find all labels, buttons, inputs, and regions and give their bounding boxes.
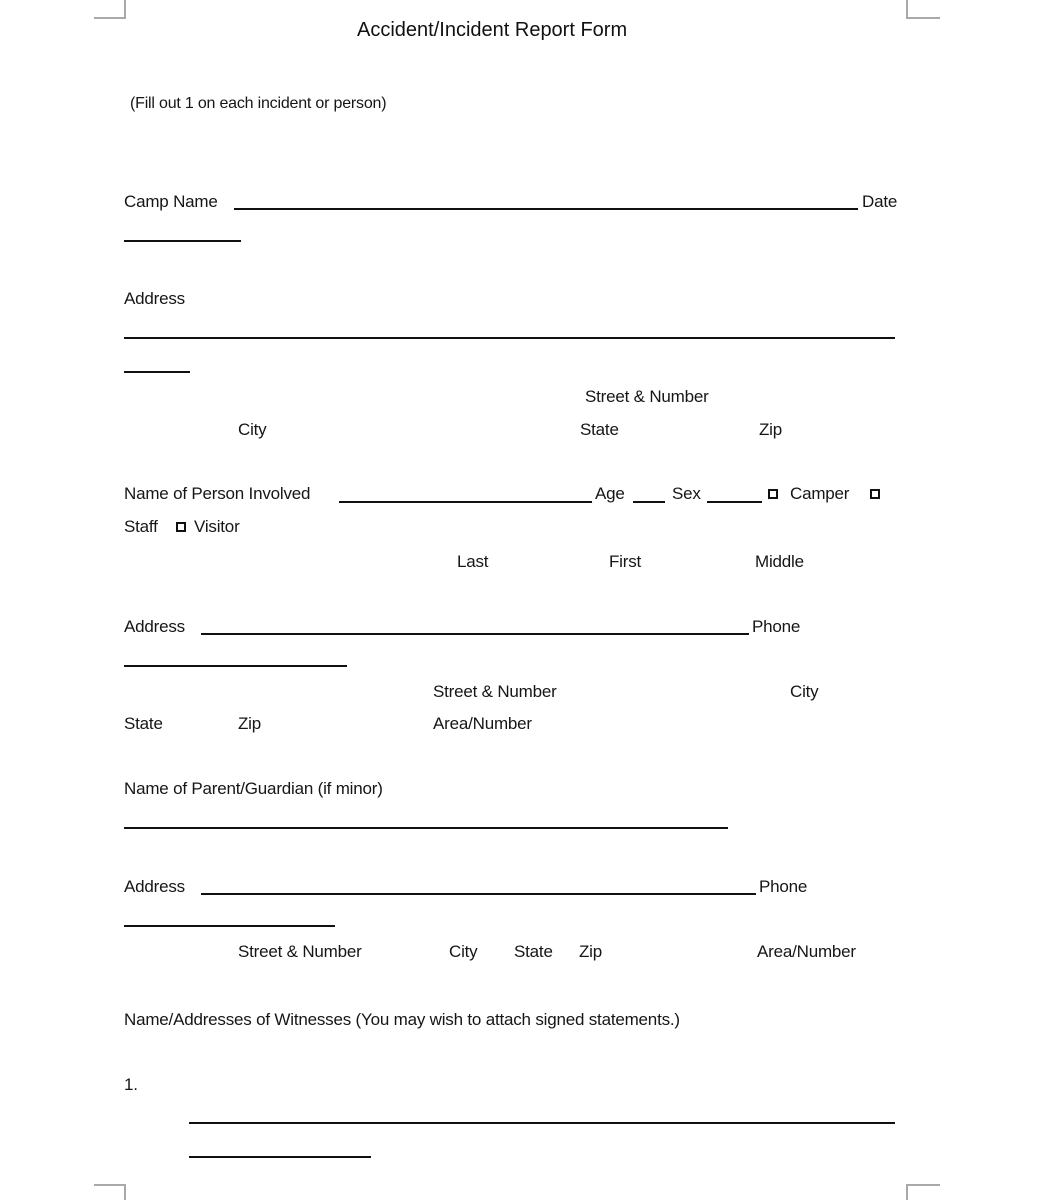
- form-title: Accident/Incident Report Form: [357, 19, 628, 41]
- page-corner-mark-top-left-horizontal: [94, 17, 126, 19]
- date-line: [124, 240, 241, 242]
- area-number-label-2: Area/Number: [757, 942, 856, 961]
- street-number-label-1: Street & Number: [585, 387, 709, 406]
- form-instruction: (Fill out 1 on each incident or person): [130, 95, 387, 112]
- witness-line-1: [189, 1122, 895, 1124]
- address-label-1: Address: [124, 289, 185, 308]
- person-involved-line: [339, 501, 592, 503]
- page-corner-mark-bottom-right-vertical: [906, 1184, 908, 1200]
- page-corner-mark-bottom-left-vertical: [124, 1184, 126, 1200]
- camp-name-line: [234, 208, 858, 210]
- witness-line-1-continuation: [189, 1156, 371, 1158]
- page-corner-mark-bottom-left-horizontal: [94, 1184, 126, 1186]
- zip-label-3: Zip: [579, 942, 603, 961]
- middle-name-label: Middle: [755, 552, 804, 571]
- age-label: Age: [595, 484, 625, 503]
- person-involved-label: Name of Person Involved: [124, 484, 311, 503]
- parent-guardian-label: Name of Parent/Guardian (if minor): [124, 779, 383, 798]
- page-corner-mark-top-left-vertical: [124, 0, 126, 18]
- date-label: Date: [862, 192, 898, 211]
- page-corner-mark-top-right-horizontal: [906, 17, 940, 19]
- sex-label: Sex: [672, 484, 701, 503]
- state-label-2: State: [124, 714, 163, 733]
- address-line-1-continuation: [124, 371, 190, 373]
- address-line-3: [201, 893, 756, 895]
- city-label-1: City: [238, 420, 267, 439]
- state-label-1: State: [580, 420, 619, 439]
- zip-label-2: Zip: [238, 714, 262, 733]
- page-corner-mark-top-right-vertical: [906, 0, 908, 18]
- address-line-1: [124, 337, 895, 339]
- visitor-label: Visitor: [194, 517, 240, 536]
- phone-label-1: Phone: [752, 617, 801, 636]
- sex-line: [707, 501, 762, 503]
- visitor-checkbox[interactable]: [176, 522, 186, 532]
- age-line: [633, 501, 665, 503]
- parent-guardian-line: [124, 827, 728, 829]
- first-name-label: First: [609, 552, 642, 571]
- zip-label-1: Zip: [759, 420, 783, 439]
- phone-label-2: Phone: [759, 877, 808, 896]
- street-number-label-2: Street & Number: [433, 682, 557, 701]
- staff-checkbox[interactable]: [870, 489, 880, 499]
- phone-line-1: [124, 665, 347, 667]
- page-corner-mark-bottom-right-horizontal: [906, 1184, 940, 1186]
- city-label-2: City: [790, 682, 819, 701]
- city-label-3: City: [449, 942, 478, 961]
- state-label-3: State: [514, 942, 553, 961]
- camper-label: Camper: [790, 484, 850, 503]
- camper-checkbox[interactable]: [768, 489, 778, 499]
- phone-line-2: [124, 925, 335, 927]
- witness-number-1: 1.: [124, 1075, 138, 1094]
- address-label-3: Address: [124, 877, 185, 896]
- area-number-label-1: Area/Number: [433, 714, 532, 733]
- camp-name-label: Camp Name: [124, 192, 218, 211]
- address-label-2: Address: [124, 617, 185, 636]
- witnesses-label: Name/Addresses of Witnesses (You may wish to attach signed statements.): [124, 1010, 680, 1029]
- staff-label: Staff: [124, 517, 158, 536]
- address-line-2: [201, 633, 749, 635]
- last-name-label: Last: [457, 552, 489, 571]
- street-number-label-3: Street & Number: [238, 942, 362, 961]
